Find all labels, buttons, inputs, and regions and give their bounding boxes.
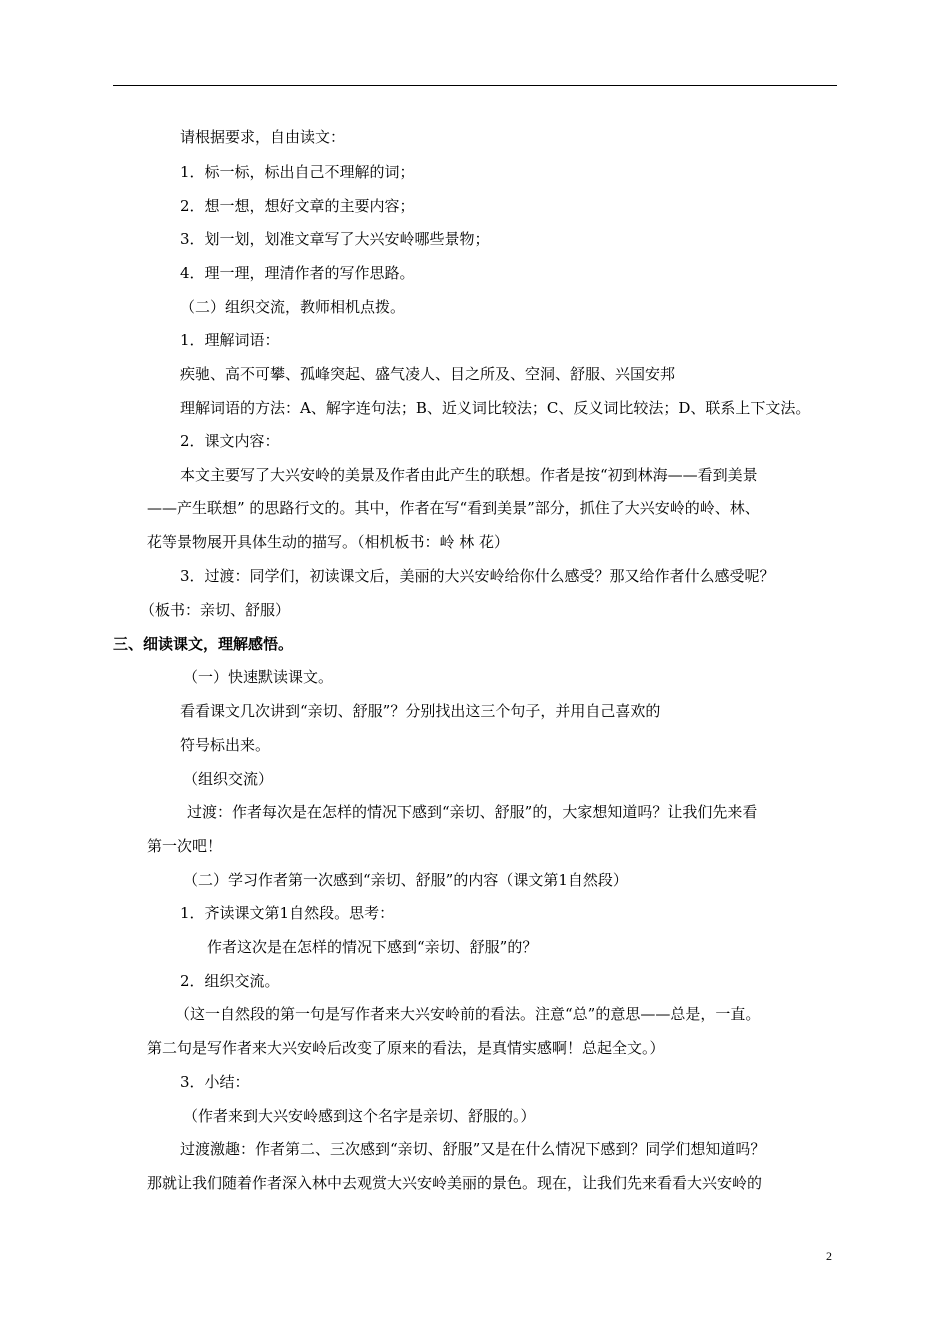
text-line: 第二句是写作者来大兴安岭后改变了原来的看法，是真情实感啊！总起全文。）	[147, 1039, 665, 1057]
text-line: 2．组织交流。	[180, 972, 280, 990]
text-line: 理解词语的方法：A、解字连句法；B、近义词比较法；C、反义词比较法；D、联系上下文法。	[180, 399, 811, 417]
text-line: 第一次吧！	[147, 837, 223, 855]
text-line: 1．理解词语：	[180, 331, 280, 349]
text-line: （作者来到大兴安岭感到这个名字是亲切、舒服的。）	[183, 1107, 536, 1125]
text-line: 4．理一理，理清作者的写作思路。	[180, 264, 415, 282]
text-line: ——产生联想” 的思路行文的。其中，作者在写“看到美景”部分，抓住了大兴安岭的岭、林、	[147, 499, 760, 517]
text-line: 符号标出来。	[180, 736, 271, 754]
text-line: （这一自然段的第一句是写作者来大兴安岭前的看法。注意“总”的意思——总是，一直。	[175, 1005, 761, 1023]
text-line: 3．过渡：同学们，初读课文后，美丽的大兴安岭给你什么感受？那又给作者什么感受呢？	[180, 567, 775, 585]
page-number: 2	[826, 1249, 832, 1263]
text-line: 过渡激趣：作者第二、三次感到“亲切、舒服”又是在什么情况下感到？同学们想知道吗？	[180, 1140, 766, 1158]
text-line: 2．课文内容：	[180, 432, 280, 450]
text-line: 3．划一划，划准文章写了大兴安岭哪些景物；	[180, 230, 490, 248]
text-line: 3．小结：	[180, 1073, 250, 1091]
text-line: （板书：亲切、舒服）	[140, 601, 291, 619]
text-line: 1．齐读课文第1自然段。思考：	[180, 904, 395, 922]
text-line: （一）快速默读课文。	[183, 668, 334, 686]
text-line: 看看课文几次讲到“亲切、舒服”？分别找出这三个句子，并用自己喜欢的	[180, 702, 661, 720]
text-line: 那就让我们随着作者深入林中去观赏大兴安岭美丽的景色。现在，让我们先来看看大兴安岭的	[147, 1174, 763, 1192]
text-line: 疾驰、高不可攀、孤峰突起、盛气凌人、目之所及、空洞、舒服、兴国安邦	[180, 365, 676, 383]
text-line: 作者这次是在怎样的情况下感到“亲切、舒服”的？	[207, 938, 538, 956]
text-line: （二）学习作者第一次感到“亲切、舒服”的内容（课文第1自然段）	[183, 871, 628, 889]
text-line: 本文主要写了大兴安岭的美景及作者由此产生的联想。作者是按“初到林海——看到美景	[180, 466, 758, 484]
text-line: 过渡：作者每次是在怎样的情况下感到“亲切、舒服”的，大家想知道吗？让我们先来看	[187, 803, 758, 821]
text-line: 1．标一标，标出自己不理解的词；	[180, 163, 415, 181]
header-rule	[113, 85, 837, 86]
text-line: 请根据要求，自由读文：	[180, 128, 346, 146]
text-line: （组织交流）	[183, 770, 274, 788]
section-heading: 三、细读课文，理解感悟。	[113, 635, 294, 653]
text-line: 2．想一想，想好文章的主要内容；	[180, 197, 415, 215]
text-line: 花等景物展开具体生动的描写。（相机板书：岭 林 花）	[147, 533, 510, 551]
text-line: （二）组织交流，教师相机点拨。	[180, 298, 406, 316]
